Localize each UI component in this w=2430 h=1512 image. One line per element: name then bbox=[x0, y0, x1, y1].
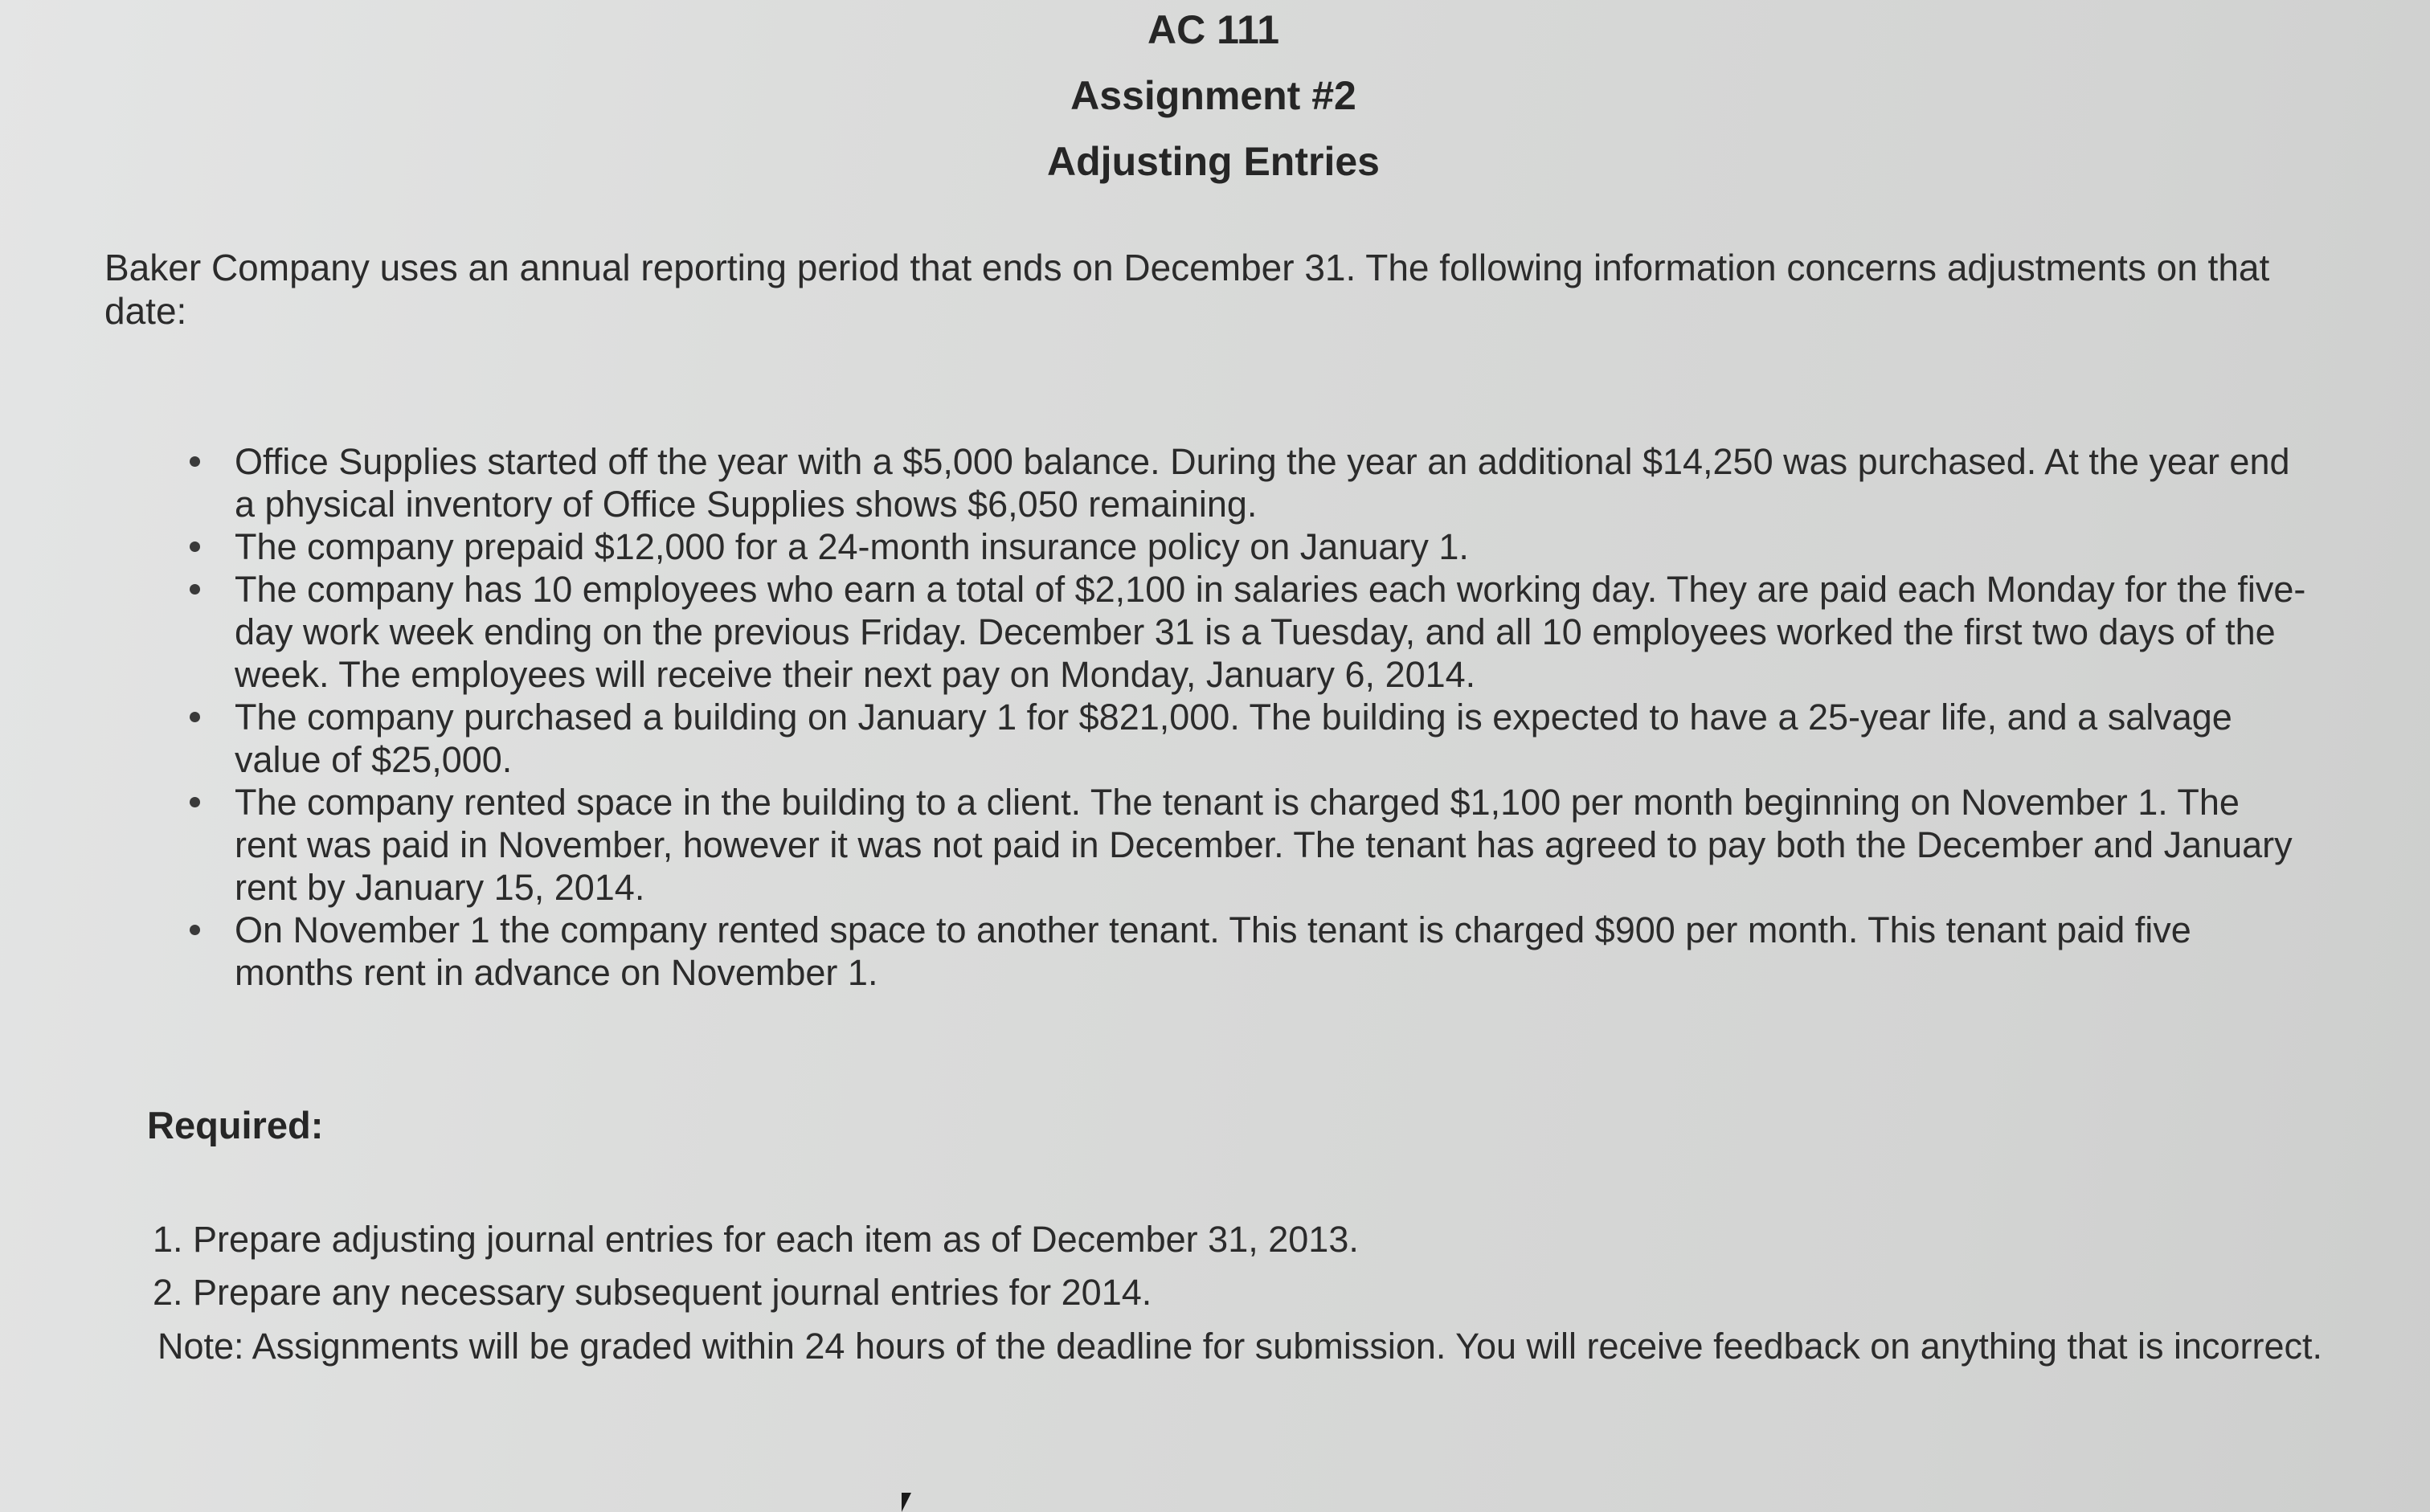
required-item: 2. Prepare any necessary subsequent journal entries for 2014. bbox=[153, 1272, 1152, 1313]
list-item-text: The company prepaid $12,000 for a 24-month insurance policy on January 1. bbox=[235, 526, 1469, 567]
course-title: AC 111 bbox=[1147, 7, 1279, 52]
list-item-text: The company purchased a building on January 1 for $821,000. The building is expected to have a 25-year life, and a salvage value of $25,000. bbox=[235, 697, 2232, 780]
required-list bbox=[153, 1218, 2338, 1324]
assignment-title: Assignment #2 bbox=[1070, 73, 1356, 118]
bullet-icon bbox=[190, 541, 200, 552]
list-item bbox=[185, 525, 2306, 568]
list-item bbox=[185, 568, 2306, 696]
list-item-text: Office Supplies started off the year with a $5,000 balance. During the year an additional $14,250 was purchased. At the year end a physical inventory of Office Supplies shows $6,050 remaining. bbox=[235, 441, 2290, 525]
topic-title: Adjusting Entries bbox=[1047, 139, 1380, 184]
bullet-icon bbox=[190, 797, 200, 807]
bullet-icon bbox=[190, 584, 200, 595]
adjustments-list bbox=[185, 440, 2306, 994]
grading-note: Note: Assignments will be graded within 24 hours of the deadline for submission. You will receive feedback on anything that is incorrect. bbox=[158, 1326, 2323, 1367]
list-item-text: The company has 10 employees who earn a total of $2,100 in salaries each working day. They are paid each Monday for the five-day work week ending on the previous Friday. December 31 is a Tuesday, and all 10 employees worked the first two days of the week. The employees will receive their next pay on Monday, January 6, 2014. bbox=[235, 569, 2306, 695]
bullet-icon bbox=[190, 925, 200, 935]
required-heading: Required: bbox=[147, 1104, 324, 1146]
intro-paragraph: Baker Company uses an annual reporting period that ends on December 31. The following information concerns adjustments on that date: bbox=[104, 247, 2270, 332]
mouse-pointer-icon bbox=[902, 1493, 921, 1512]
list-item bbox=[185, 696, 2306, 781]
list-item bbox=[185, 909, 2306, 994]
bullet-icon bbox=[190, 456, 200, 467]
list-item bbox=[185, 781, 2306, 909]
list-item bbox=[185, 440, 2306, 525]
required-item: 1. Prepare adjusting journal entries for each item as of December 31, 2013. bbox=[153, 1219, 1359, 1260]
list-item-text: The company rented space in the building to a client. The tenant is charged $1,100 per month beginning on November 1. The rent was paid in November, however it was not paid in December. The tenant has agreed to pay both the December and January rent by January 15, 2014. bbox=[235, 782, 2293, 908]
bullet-icon bbox=[190, 712, 200, 722]
list-item-text: On November 1 the company rented space to another tenant. This tenant is charged $900 per month. This tenant paid five months rent in advance on November 1. bbox=[235, 909, 2191, 993]
